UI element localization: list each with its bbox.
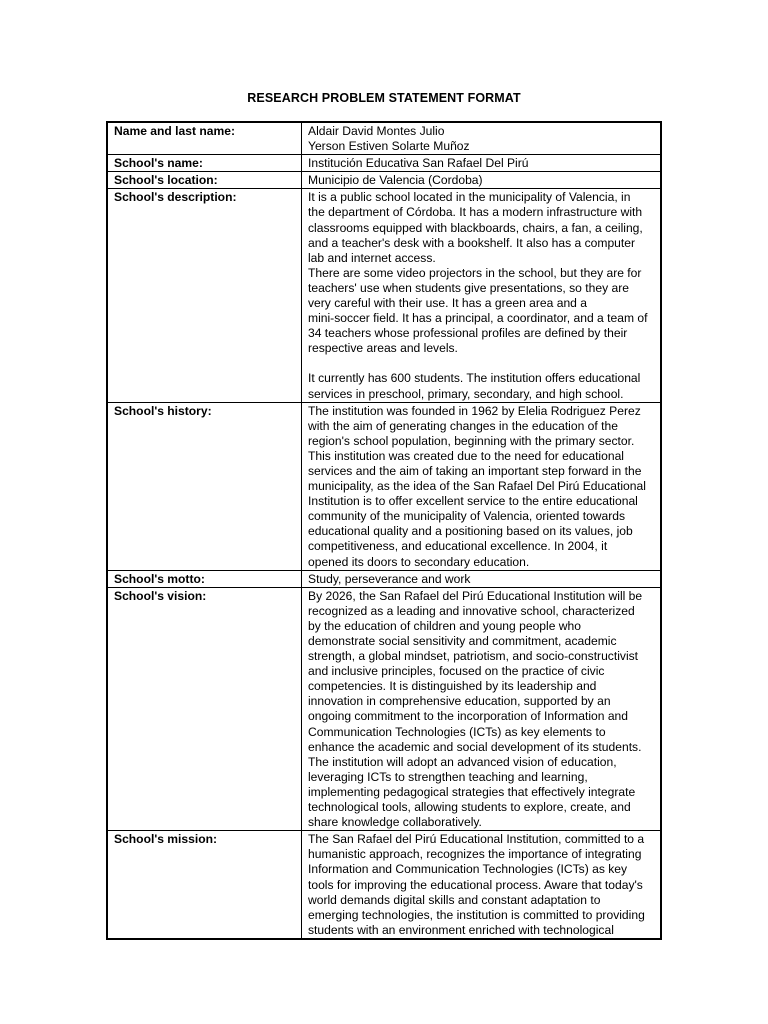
description-value (302, 189, 662, 402)
statement-table (106, 121, 662, 940)
table-row (107, 122, 661, 155)
history-label: School's history: (107, 402, 302, 570)
history-value-text: The institution was founded in 1962 by Elelia Rodriguez Perez with the aim of generating changes in the education of the region's school population, beginning with the primary sector. This institution was created due to the need for educational services and the aim of taking an important step forward in the municipality, as the idea of the San Rafael Del Pirú Educational Institution is to offer excellent service to the entire educational community of the municipality of Valencia, oriented towards educational quality and a positioning based on its values, job competitiveness, and educational excellence. In 2004, it opened its doors to secondary education. (308, 403, 646, 569)
location-label: School's location: (107, 172, 302, 189)
vision-value (302, 587, 662, 831)
description-paragraph-1: It is a public school located in the municipality of Valencia, in the department of Córdoba. It has a modern infrastructure with classrooms equipped with blackboards, chairs, a fan, a ceiling, and a teacher's desk with a bookshelf. It also has a computer lab and internet access. There are some video projectors in the school, but they are for teachers' use when students give presentations, so they are very careful with their use. It has a green area and a mini-soccer field. It has a principal, a coordinator, and a team of 34 teachers whose professional profiles are defined by their respective areas and levels. (308, 190, 648, 356)
location-value: Municipio de Valencia (Cordoba) (302, 172, 662, 189)
table-row (107, 831, 661, 939)
mission-label: School's mission: (107, 831, 302, 939)
description-paragraph-2: It currently has 600 students. The institution offers educational services in preschool, primary, secondary, and high school. (308, 371, 641, 401)
description-label: School's description: (107, 189, 302, 402)
name-value (302, 122, 662, 155)
table-row (107, 189, 661, 402)
mission-value (302, 831, 662, 939)
table-row (107, 172, 661, 189)
table-row (107, 570, 661, 587)
school-name-label: School's name: (107, 155, 302, 172)
paragraph-gap (308, 356, 654, 371)
table-row (107, 587, 661, 831)
school-name-value: Institución Educativa San Rafael Del Pirú (302, 155, 662, 172)
document-title: RESEARCH PROBLEM STATEMENT FORMAT (247, 91, 521, 105)
name-label: Name and last name: (107, 122, 302, 155)
table-row (107, 155, 661, 172)
vision-value-text: By 2026, the San Rafael del Pirú Educational Institution will be recognized as a leading and innovative school, characterized by the education of children and young people who demonstrate social sensitivity and commitment, academic strength, a global mindset, patriotism, and socio-constructivist and inclusive principles, focused on the practice of civic competencies. It is distinguished by its leadership and innovation in comprehensive education, supported by an ongoing commitment to the incorporation of Information and Communication Technologies (ICTs) as key elements to enhance the academic and social development of its students. The institution will adopt an advanced vision of education, leveraging ICTs to strengthen teaching and learning, implementing pedagogical strategies that effectively integrate technological tools, allowing students to explore, create, and share knowledge collaboratively. (308, 588, 643, 830)
motto-label: School's motto: (107, 570, 302, 587)
vision-label: School's vision: (107, 587, 302, 831)
motto-value: Study, perseverance and work (302, 570, 662, 587)
table-row (107, 402, 661, 570)
mission-value-text: The San Rafael del Pirú Educational Institution, committed to a humanistic approach, recognizes the importance of integrating Information and Communication Technologies (ICTs) as key tools for improving the educational process. Aware that today's world demands digital skills and constant adaptation to emerging technologies, the institution is committed to providing students with an environment enriched with technological (308, 832, 645, 937)
history-value (302, 402, 662, 570)
name-value-text: Aldair David Montes Julio Yerson Estiven Solarte Muñoz (308, 124, 470, 154)
